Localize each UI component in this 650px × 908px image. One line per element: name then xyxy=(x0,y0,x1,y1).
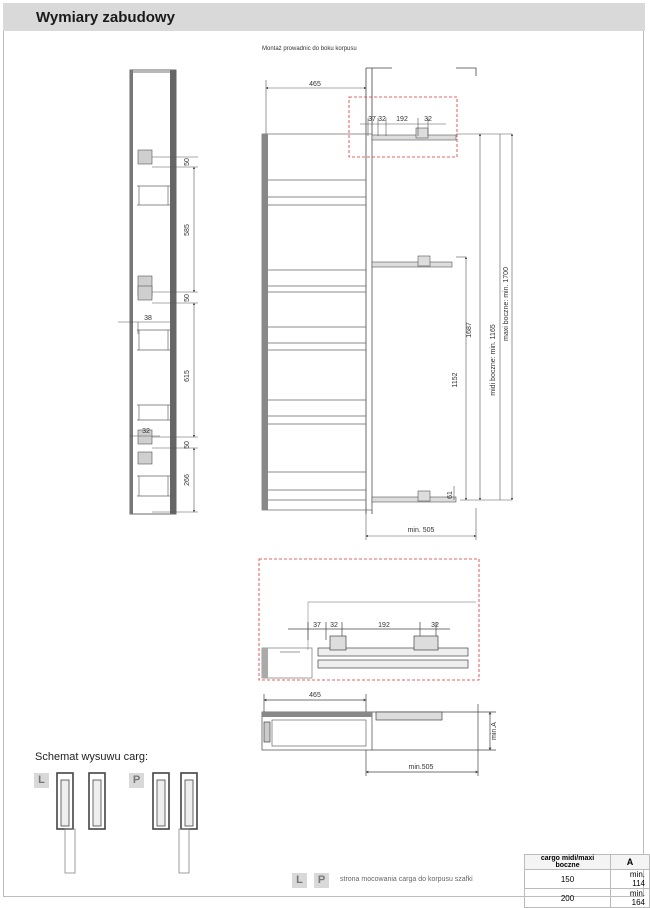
table-row xyxy=(525,870,650,889)
front-dim-61: 61 xyxy=(447,491,454,499)
plan-dim-minA: min.A xyxy=(491,722,498,740)
side-dim-615: 615 xyxy=(184,370,191,382)
table-cell-width: 200 xyxy=(525,889,611,908)
front-dim-lines xyxy=(266,80,512,540)
table-header-cargo: cargo midi/maxi boczne xyxy=(525,855,611,870)
detail-dim-32a: 32 xyxy=(330,622,338,629)
front-rails xyxy=(372,128,456,502)
schemat-left-closed xyxy=(89,773,105,829)
legend-note: strona mocowania carga do korpusu szafki xyxy=(340,876,473,883)
schemat-left-open xyxy=(57,773,75,873)
schemat-tile-right: P xyxy=(129,773,144,788)
midi-label: midi boczne: min. 1165 xyxy=(490,324,497,396)
side-dim-50-top: 50 xyxy=(184,158,191,166)
schemat-label: Schemat wysuwu carg: xyxy=(35,751,149,763)
front-dim-192: 192 xyxy=(396,116,408,123)
side-dim-585: 585 xyxy=(184,224,191,236)
table-cell-a: min. 164 xyxy=(611,889,650,908)
detail-dim-192: 192 xyxy=(378,622,390,629)
side-dim-50-bot: 50 xyxy=(184,441,191,449)
front-dim-32a: 32 xyxy=(378,116,386,123)
schemat-right-closed xyxy=(153,773,169,829)
front-dim-32b: 32 xyxy=(424,116,432,123)
table-row xyxy=(525,889,650,908)
side-dim-38: 38 xyxy=(144,315,152,322)
schemat-diagrams xyxy=(57,773,197,873)
schemat-right-open xyxy=(179,773,197,873)
front-dim-465: 465 xyxy=(309,81,321,88)
side-shelves xyxy=(137,186,170,496)
side-dim-266: 266 xyxy=(184,474,191,486)
table-cell-width: 150 xyxy=(525,870,611,889)
side-dim-32: 32 xyxy=(142,428,150,435)
table-header-a: A xyxy=(611,855,650,870)
front-dim-1687: 1687 xyxy=(466,322,473,338)
side-dim-50-mid: 50 xyxy=(184,294,191,302)
legend-tile-right: P xyxy=(314,873,329,888)
plan-dim-labels xyxy=(309,692,498,771)
schemat-tile-left: L xyxy=(34,773,49,788)
page-title: Wymiary zabudowy xyxy=(36,9,175,26)
maxi-label: maxi boczne: min. 1700 xyxy=(503,267,510,341)
table-cell-a: min. 114 xyxy=(611,870,650,889)
front-view xyxy=(262,68,512,540)
plan-view xyxy=(262,694,496,776)
plan-dim-min505: min.505 xyxy=(408,764,434,771)
detail-dim-37: 37 xyxy=(313,622,321,629)
side-hinges xyxy=(138,150,152,464)
detail-view xyxy=(259,559,479,680)
plan-dim-465: 465 xyxy=(309,692,321,699)
front-baskets xyxy=(268,180,366,500)
front-dim-1152: 1152 xyxy=(452,372,459,388)
legend-tile-left: L xyxy=(292,873,307,888)
front-dim-37: 37 xyxy=(368,116,376,123)
detail-dim-32b: 32 xyxy=(431,622,439,629)
table-header-row xyxy=(525,855,650,870)
top-note: Montaż prowadnic do boku korpusu xyxy=(262,46,357,52)
front-dim-min505: min. 505 xyxy=(407,527,435,534)
